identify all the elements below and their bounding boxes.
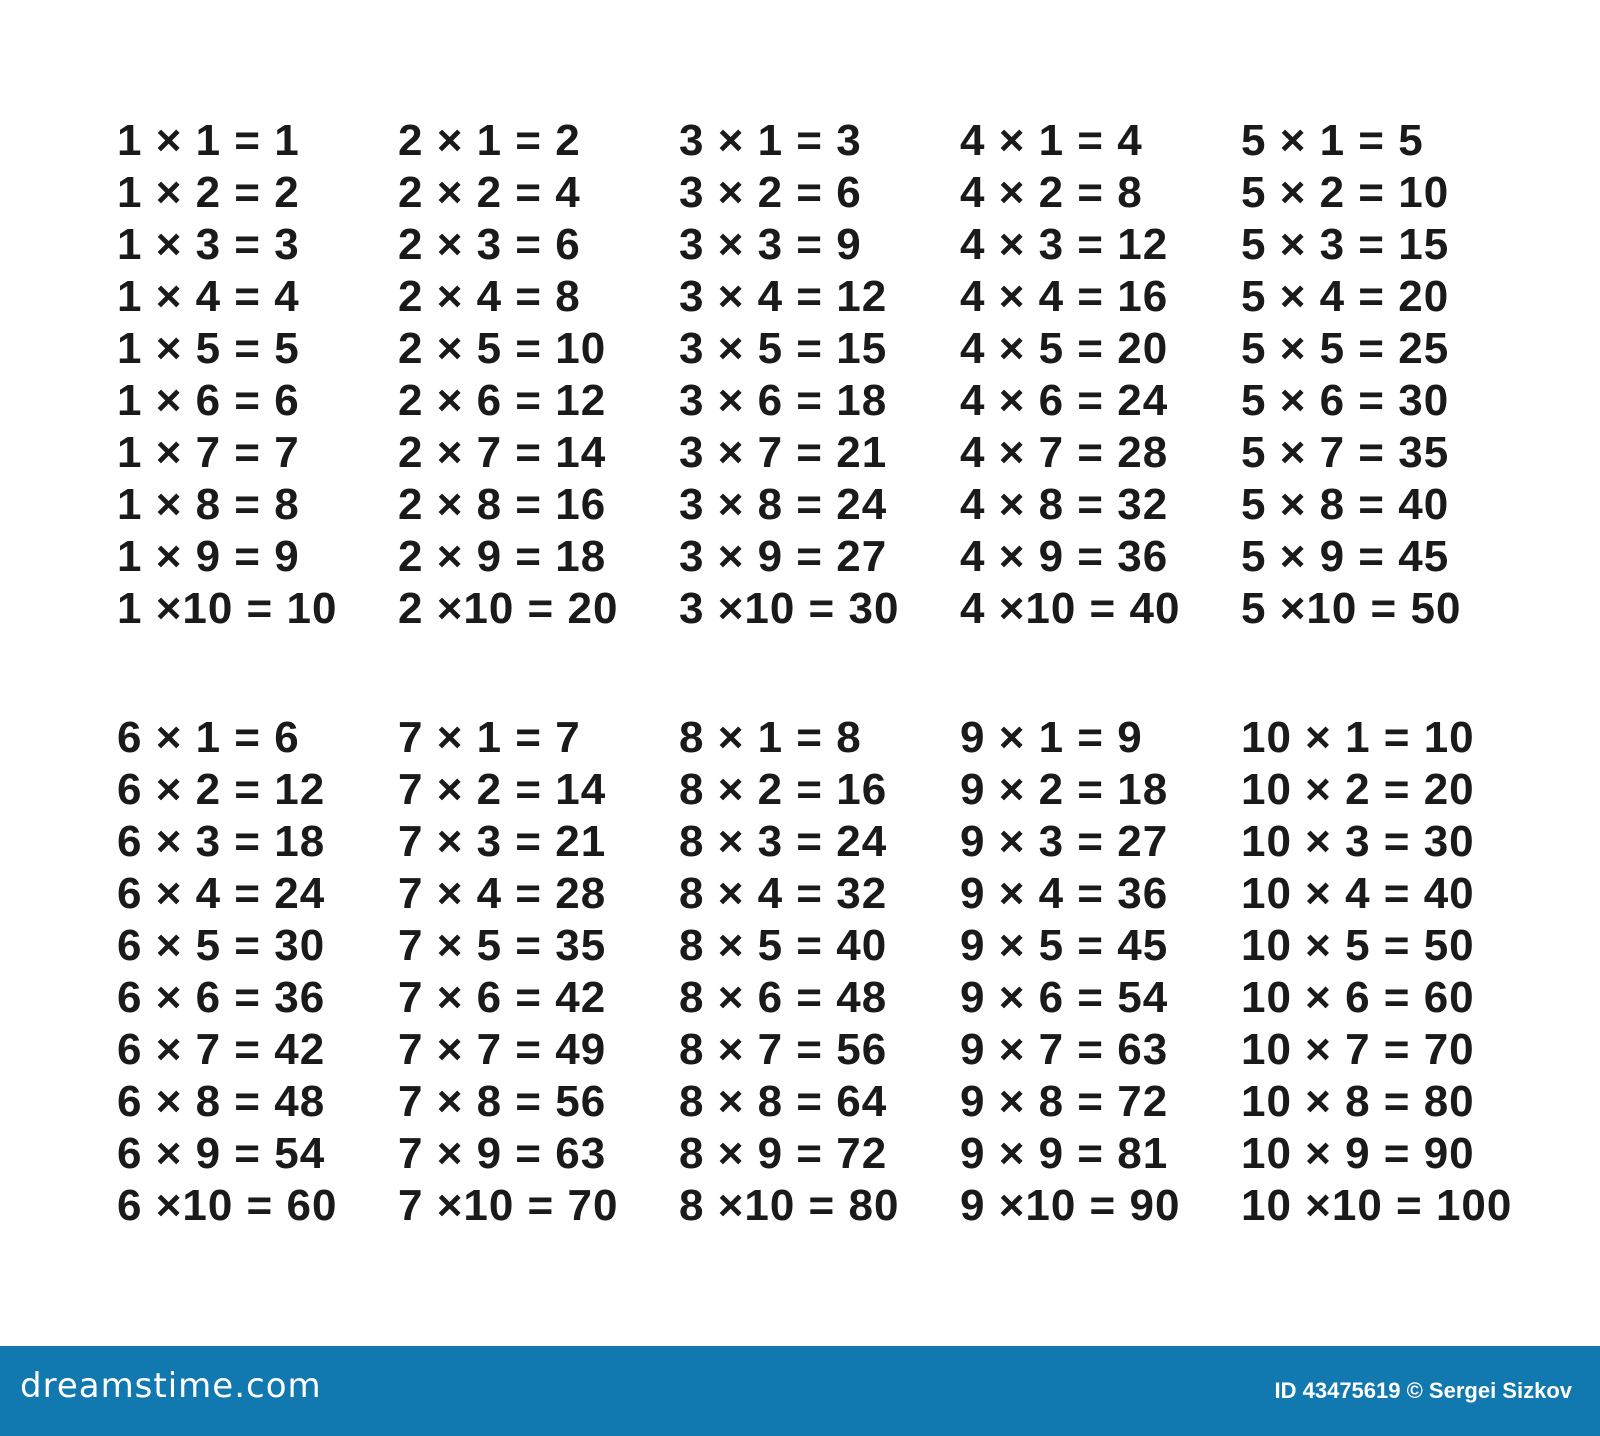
equation-row: 7 × 6 = 42 <box>398 973 607 1022</box>
equation-row: 5 × 6 = 30 <box>1241 376 1450 425</box>
equation-row: 3 × 6 = 18 <box>679 376 888 425</box>
equation-row: 6 × 5 = 30 <box>117 921 326 970</box>
times-table-1 <box>117 115 337 635</box>
equation-row: 3 × 7 = 21 <box>679 428 888 477</box>
equation-row: 2 × 7 = 14 <box>398 428 607 477</box>
equation-row: 7 × 7 = 49 <box>398 1025 607 1074</box>
equation-row: 9 × 3 = 27 <box>960 817 1169 866</box>
equation-row: 4 × 6 = 24 <box>960 376 1169 425</box>
equation-row: 2 × 4 = 8 <box>398 272 581 321</box>
equation-row: 1 × 1 = 1 <box>117 116 300 165</box>
equation-row: 3 × 4 = 12 <box>679 272 888 321</box>
equation-row: 9 × 5 = 45 <box>960 921 1169 970</box>
times-table-2 <box>398 115 618 635</box>
equation-row: 7 × 5 = 35 <box>398 921 607 970</box>
equation-row: 5 ×10 = 50 <box>1241 584 1462 633</box>
equation-row: 8 × 9 = 72 <box>679 1129 888 1178</box>
equation-row: 1 × 3 = 3 <box>117 220 300 269</box>
equation-row: 4 × 8 = 32 <box>960 480 1169 529</box>
equation-row: 2 × 8 = 16 <box>398 480 607 529</box>
equation-row: 8 × 2 = 16 <box>679 765 888 814</box>
equation-row: 5 × 9 = 45 <box>1241 532 1450 581</box>
equation-row: 3 × 2 = 6 <box>679 168 862 217</box>
equation-row: 3 ×10 = 30 <box>679 584 900 633</box>
equation-row: 9 × 4 = 36 <box>960 869 1169 918</box>
times-table-8 <box>679 712 899 1232</box>
equation-row: 6 × 3 = 18 <box>117 817 326 866</box>
equation-row: 4 × 2 = 8 <box>960 168 1143 217</box>
equation-row: 4 × 5 = 20 <box>960 324 1169 373</box>
equation-row: 3 × 8 = 24 <box>679 480 888 529</box>
equation-row: 2 × 6 = 12 <box>398 376 607 425</box>
equation-row: 10 × 7 = 70 <box>1241 1025 1475 1074</box>
equation-row: 9 × 1 = 9 <box>960 713 1143 762</box>
equation-row: 4 ×10 = 40 <box>960 584 1181 633</box>
equation-row: 10 ×10 = 100 <box>1241 1181 1513 1230</box>
equation-row: 8 × 1 = 8 <box>679 713 862 762</box>
equation-row: 3 × 3 = 9 <box>679 220 862 269</box>
equation-row: 10 × 3 = 30 <box>1241 817 1475 866</box>
equation-row: 10 × 2 = 20 <box>1241 765 1475 814</box>
equation-row: 5 × 8 = 40 <box>1241 480 1450 529</box>
equation-row: 5 × 5 = 25 <box>1241 324 1450 373</box>
times-table-7 <box>398 712 618 1232</box>
equation-row: 9 × 9 = 81 <box>960 1129 1169 1178</box>
equation-row: 5 × 2 = 10 <box>1241 168 1450 217</box>
equation-row: 8 × 3 = 24 <box>679 817 888 866</box>
equation-row: 6 ×10 = 60 <box>117 1181 338 1230</box>
equation-row: 9 × 8 = 72 <box>960 1077 1169 1126</box>
equation-row: 5 × 1 = 5 <box>1241 116 1424 165</box>
equation-row: 10 × 1 = 10 <box>1241 713 1475 762</box>
equation-row: 1 × 2 = 2 <box>117 168 300 217</box>
equation-row: 2 × 1 = 2 <box>398 116 581 165</box>
equation-row: 1 ×10 = 10 <box>117 584 338 633</box>
equation-row: 3 × 5 = 15 <box>679 324 888 373</box>
times-table-10 <box>1241 712 1512 1232</box>
image-credit: ID 43475619 © Sergei Sizkov <box>1274 1378 1572 1403</box>
equation-row: 6 × 8 = 48 <box>117 1077 326 1126</box>
equation-row: 9 ×10 = 90 <box>960 1181 1181 1230</box>
equation-row: 9 × 2 = 18 <box>960 765 1169 814</box>
equation-row: 7 × 2 = 14 <box>398 765 607 814</box>
equation-row: 10 × 8 = 80 <box>1241 1077 1475 1126</box>
equation-row: 4 × 7 = 28 <box>960 428 1169 477</box>
equation-row: 3 × 9 = 27 <box>679 532 888 581</box>
equation-row: 1 × 4 = 4 <box>117 272 300 321</box>
equation-row: 10 × 4 = 40 <box>1241 869 1475 918</box>
equation-row: 1 × 9 = 9 <box>117 532 300 581</box>
equation-row: 2 × 9 = 18 <box>398 532 607 581</box>
times-table-9 <box>960 712 1180 1232</box>
times-table-4 <box>960 115 1180 635</box>
equation-row: 7 × 1 = 7 <box>398 713 581 762</box>
equation-row: 1 × 5 = 5 <box>117 324 300 373</box>
equation-row: 7 ×10 = 70 <box>398 1181 619 1230</box>
equation-row: 7 × 4 = 28 <box>398 869 607 918</box>
equation-row: 8 × 8 = 64 <box>679 1077 888 1126</box>
equation-row: 10 × 9 = 90 <box>1241 1129 1475 1178</box>
equation-row: 10 × 5 = 50 <box>1241 921 1475 970</box>
equation-row: 6 × 6 = 36 <box>117 973 326 1022</box>
equation-row: 8 × 7 = 56 <box>679 1025 888 1074</box>
equation-row: 7 × 8 = 56 <box>398 1077 607 1126</box>
equation-row: 8 × 4 = 32 <box>679 869 888 918</box>
equation-row: 6 × 9 = 54 <box>117 1129 326 1178</box>
equation-row: 1 × 6 = 6 <box>117 376 300 425</box>
equation-row: 7 × 9 = 63 <box>398 1129 607 1178</box>
equation-row: 7 × 3 = 21 <box>398 817 607 866</box>
equation-row: 2 × 2 = 4 <box>398 168 581 217</box>
equation-row: 5 × 7 = 35 <box>1241 428 1450 477</box>
footer-bar <box>0 1346 1600 1436</box>
times-table-3 <box>679 115 899 635</box>
equation-row: 9 × 7 = 63 <box>960 1025 1169 1074</box>
equation-row: 6 × 7 = 42 <box>117 1025 326 1074</box>
equation-row: 5 × 3 = 15 <box>1241 220 1450 269</box>
equation-row: 2 × 3 = 6 <box>398 220 581 269</box>
equation-row: 8 × 6 = 48 <box>679 973 888 1022</box>
equation-row: 3 × 1 = 3 <box>679 116 862 165</box>
equation-row: 8 ×10 = 80 <box>679 1181 900 1230</box>
equation-row: 9 × 6 = 54 <box>960 973 1169 1022</box>
equation-row: 8 × 5 = 40 <box>679 921 888 970</box>
equation-row: 10 × 6 = 60 <box>1241 973 1475 1022</box>
equation-row: 1 × 7 = 7 <box>117 428 300 477</box>
equation-row: 4 × 1 = 4 <box>960 116 1143 165</box>
equation-row: 6 × 2 = 12 <box>117 765 326 814</box>
equation-row: 4 × 4 = 16 <box>960 272 1169 321</box>
times-table-6 <box>117 712 337 1232</box>
equation-row: 4 × 3 = 12 <box>960 220 1169 269</box>
equation-row: 6 × 1 = 6 <box>117 713 300 762</box>
equation-row: 2 × 5 = 10 <box>398 324 607 373</box>
equation-row: 6 × 4 = 24 <box>117 869 326 918</box>
times-table-5 <box>1241 115 1461 635</box>
equation-row: 2 ×10 = 20 <box>398 584 619 633</box>
equation-row: 1 × 8 = 8 <box>117 480 300 529</box>
equation-row: 4 × 9 = 36 <box>960 532 1169 581</box>
dreamstime-logo: dreamstime.com <box>20 1366 322 1406</box>
equation-row: 5 × 4 = 20 <box>1241 272 1450 321</box>
